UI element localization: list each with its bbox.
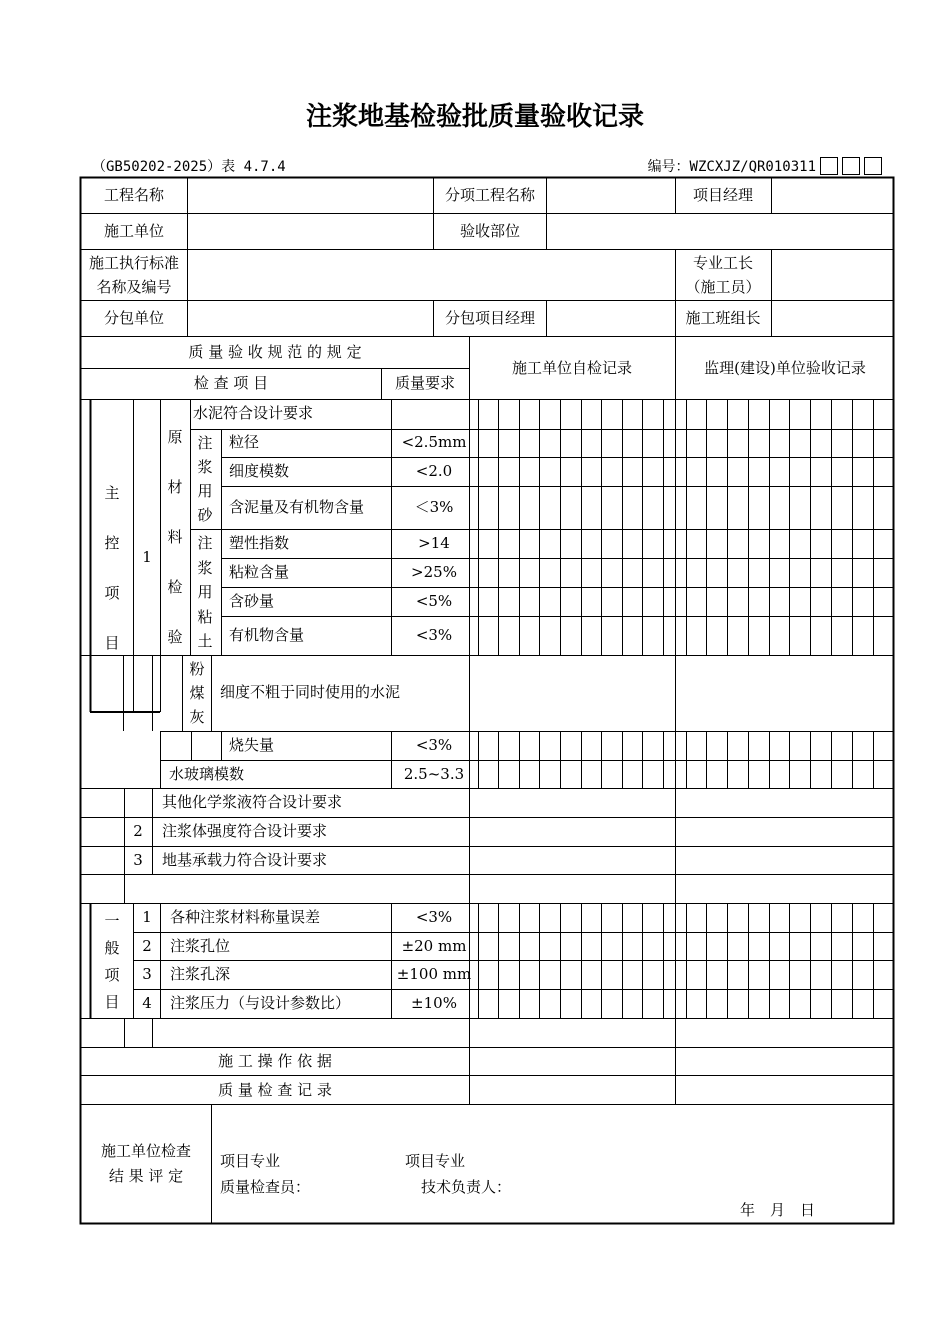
label-char: 项: [104, 966, 120, 984]
raw-material-label: [165, 412, 185, 662]
quality-check-record: 质 量 检 查 记 录: [218, 1081, 332, 1099]
general-item-number: 3: [142, 965, 152, 983]
evaluation-label-line2: 结 果 评 定: [108, 1167, 184, 1185]
sand-item: 含泥量及有机物含量: [229, 498, 365, 516]
page-title: 注浆地基检验批质量验收记录: [305, 102, 644, 132]
column-requirement: 质量要求: [394, 374, 456, 392]
general-item-requirement: ±20 mm: [401, 937, 467, 955]
label-char: 土: [197, 632, 213, 650]
label-team-leader: 施工班组长: [685, 309, 761, 327]
label-subcontractor: 分包单位: [103, 309, 165, 327]
general-item-requirement: ±10%: [411, 994, 457, 1012]
clay-label: [195, 531, 215, 654]
clay-item: 有机物含量: [229, 626, 305, 644]
label-char: 料: [167, 528, 183, 546]
label-char: 用: [197, 482, 213, 500]
inspector-line1: 项目专业: [220, 1152, 281, 1170]
column-spec: 质 量 验 收 规 范 的 规 定: [188, 343, 362, 361]
label-char: 灰: [189, 708, 205, 726]
main-item-number: 2: [133, 822, 143, 840]
label-char: 检: [167, 578, 183, 596]
label-standard-line2: 名称及编号: [96, 278, 172, 296]
document-number-text: 编号：WZCXJZ/QR010311: [647, 159, 816, 175]
general-item-name: 注浆压力（与设计参数比）: [170, 994, 351, 1012]
label-char: 项: [104, 584, 120, 602]
evaluation-date: 年 月 日: [740, 1201, 816, 1219]
standard-reference: （GB50202-2025）表 4.7.4: [92, 159, 286, 175]
column-item: 检 查 项 目: [193, 374, 269, 392]
clay-item: 含砂量: [229, 592, 275, 610]
label-char: 砂: [197, 506, 213, 524]
fly-ash-loss-item: 烧失量: [229, 736, 275, 754]
main-item-name: 地基承载力符合设计要求: [162, 851, 328, 869]
label-char: 用: [197, 583, 213, 601]
main-item-number: 3: [133, 851, 143, 869]
cement-requirement: 水泥符合设计要求: [193, 404, 314, 422]
main-item-name: 注浆体强度符合设计要求: [162, 822, 328, 840]
label-char: 般: [104, 939, 120, 957]
tech-lead-line2: 技术负责人：: [421, 1178, 512, 1196]
label-sub-project-name: 分项工程名称: [444, 186, 536, 204]
label-char: 注: [197, 434, 213, 452]
label-char: 煤: [189, 684, 205, 702]
general-item-requirement: ±100 mm: [396, 965, 472, 983]
label-acceptance-part: 验收部位: [459, 222, 521, 240]
clay-requirement: >25%: [411, 563, 457, 581]
label-char: 浆: [197, 458, 213, 476]
label-char: 粘: [197, 607, 213, 626]
general-item-name: 各种注浆材料称量误差: [170, 908, 321, 926]
general-item-number: 2: [142, 937, 152, 955]
main-item-number: 1: [142, 548, 152, 566]
sand-item: 粒径: [229, 433, 260, 451]
label-char: 控: [104, 534, 120, 552]
tech-lead-line1: 项目专业: [405, 1152, 466, 1170]
clay-item: 塑性指数: [229, 534, 290, 552]
label-char: 主: [104, 484, 120, 502]
construction-basis: 施 工 操 作 依 据: [218, 1052, 332, 1070]
clay-item: 粘粒含量: [229, 563, 290, 581]
water-glass-item: 水玻璃模数: [169, 765, 245, 783]
main-control-label: [102, 468, 122, 668]
inspector-line2: 质量检查员：: [220, 1178, 311, 1196]
clay-requirement: >14: [418, 534, 450, 552]
label-standard-line1: 施工执行标准: [88, 254, 180, 272]
column-self-check: 施工单位自检记录: [511, 359, 633, 377]
label-char: 注: [197, 534, 213, 552]
general-item-name: 注浆孔位: [170, 937, 231, 955]
fly-ash-label: [187, 657, 207, 729]
label-char: 目: [104, 634, 120, 652]
label-foreman-line2: （施工员）: [685, 278, 761, 296]
label-project-name: 工程名称: [103, 186, 165, 204]
column-supervision: 监理(建设)单位验收记录: [704, 359, 866, 377]
clay-requirement: <5%: [415, 592, 453, 610]
label-foreman-line1: 专业工长: [692, 254, 754, 272]
water-glass-requirement: 2.5~3.3: [403, 765, 465, 783]
evaluation-label-line1: 施工单位检查: [100, 1142, 192, 1160]
clay-requirement: <3%: [415, 626, 453, 644]
sand-label: [195, 431, 215, 527]
fly-ash-fineness: 细度不粗于同时使用的水泥: [220, 683, 401, 701]
label-char: 材: [167, 478, 183, 496]
sand-item: 细度模数: [229, 462, 290, 480]
label-project-manager: 项目经理: [692, 186, 754, 204]
label-char: 原: [167, 428, 183, 446]
general-item-name: 注浆孔深: [170, 965, 231, 983]
general-items-label: [102, 908, 122, 1016]
fly-ash-loss-requirement: <3%: [415, 736, 453, 754]
label-sub-manager: 分包项目经理: [444, 309, 536, 327]
label-char: 粉: [189, 660, 205, 678]
label-char: 一: [104, 912, 120, 930]
label-char: 验: [167, 628, 183, 646]
label-construction-unit: 施工单位: [103, 222, 165, 240]
general-item-requirement: <3%: [415, 908, 453, 926]
sand-requirement: <2.0: [415, 462, 453, 480]
label-char: 目: [104, 993, 120, 1011]
general-item-number: 4: [142, 994, 152, 1012]
general-item-number: 1: [142, 908, 152, 926]
label-char: 浆: [197, 558, 213, 577]
other-chemical-item: 其他化学浆液符合设计要求: [162, 793, 343, 811]
sand-requirement: ＜3%: [414, 498, 454, 516]
sand-requirement: <2.5mm: [401, 433, 467, 451]
